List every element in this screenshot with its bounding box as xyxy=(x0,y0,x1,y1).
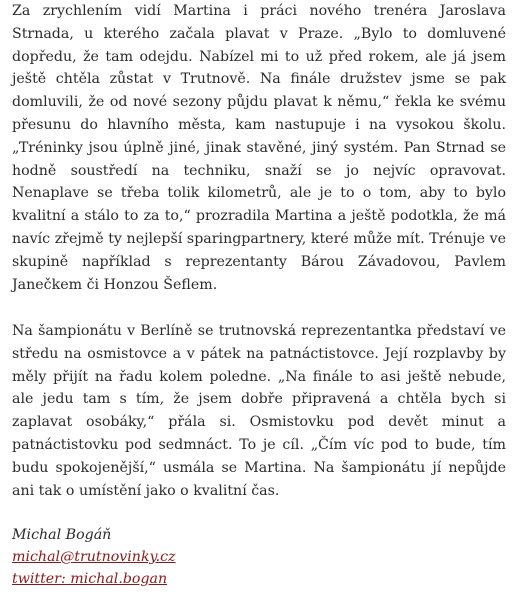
article-paragraph-1: Za zrychlením vidí Martina i práci nového trenéra Jaroslava Strnada, u kterého začala plavat v Praze. „Bylo to domluvené dopředu, že tam odejdu. Nabízel mi to už před rokem, ale já jsem ještě chtěla zůstat v Trutnově. Na finále družstev jsme se pak domluvili, že od nové sezony půjdu plavat k němu,“ řekla ke svému přesunu do hlavního města, kam nastupuje i na vysokou školu. „Tréninky jsou úplně jiné, jinak stavěné, jiný systém. Pan Strnad se hodně soustředí na techniku, snaží se jo nejvíc opravovat. Nenaplave se třeba tolik kilometrů, ale je to o tom, aby to bylo kvalitní a stálo to za to,“ prozradila Martina a ještě podotkla, že má navíc zřejmě ty nejlepší sparingpartnery, které může mít. Trénuje ve skupině například s reprezentanty Bárou Závadovou, Pavlem Janečkem či Honzou Šeflem. xyxy=(12,3,506,293)
author-email-link[interactable]: michal@trutnovinky.cz xyxy=(12,549,176,565)
author-name: Michal Bogáň xyxy=(12,527,112,543)
article-paragraph-2: Na šampionátu v Berlíně se trutnovská reprezentantka představí ve středu na osmistovce a v pátek na patnáctistovce. Její rozplavby by měly přijít na řadu kolem poledne. „Na finále to asi ještě nebude, ale jedu tam s tím, že jsem dobře připravená a chtěla bych si zaplavat osobáky,“ přála si. Osmistovku pod devět minut a patnáctistovku pod sedmnáct. To je cíl. „Čím víc pod to bude, tím budu spokojenější,“ usmála se Martina. Na šampionátu jí nepůjde ani tak o umístění jako o kvalitní čas. xyxy=(12,323,506,499)
author-signature xyxy=(12,524,506,590)
author-twitter-link[interactable]: twitter: michal.bogan xyxy=(12,571,168,587)
